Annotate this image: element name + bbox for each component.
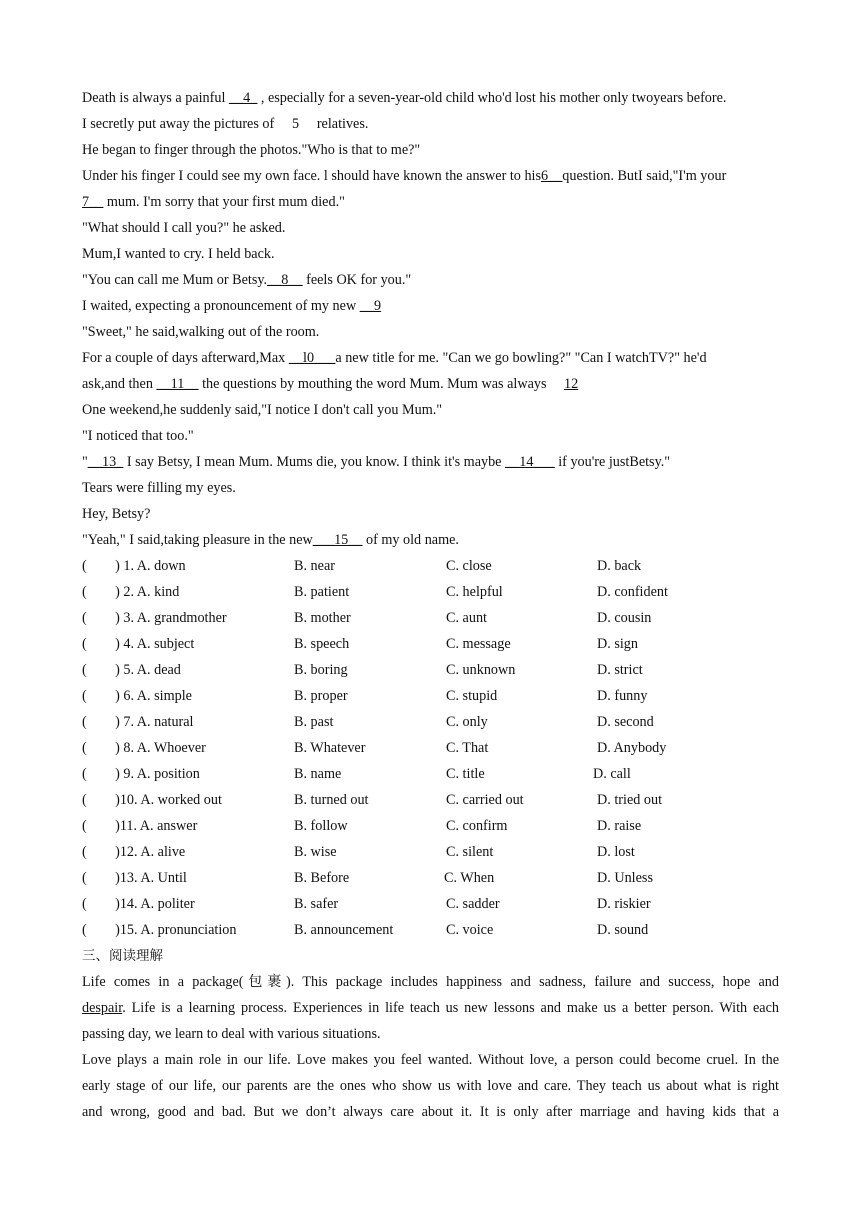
question-stem: ( )13. A. Until <box>82 870 187 886</box>
question-stem: ( )12. A. alive <box>82 844 186 860</box>
question-stem: ( ) 7. A. natural <box>82 714 194 730</box>
option-c: C. carried out <box>446 792 524 808</box>
text: " <box>82 454 88 470</box>
option-d: D. cousin <box>597 610 652 626</box>
question-stem: ( ) 4. A. subject <box>82 636 195 652</box>
blank-7: 7__ <box>82 194 104 210</box>
option-d: D. tried out <box>597 792 663 808</box>
paragraph-1-line-3: passing day, we learn to deal with various situations. <box>82 1026 381 1042</box>
text: I waited, expecting a pronouncement of my new <box>82 298 360 314</box>
text: mum. I'm sorry that your first mum died." <box>103 194 345 210</box>
question-row <box>82 553 779 579</box>
question-row <box>82 865 779 891</box>
story-line-4 <box>82 163 779 189</box>
question-stem: ( )10. A. worked out <box>82 792 222 808</box>
underlined-word: despair <box>82 1000 123 1016</box>
paragraph-2-line-1: Love plays a main role in our life. Love makes you feel wanted. Without love, a person could become cruel. In the <box>82 1052 779 1068</box>
question-row <box>82 605 779 631</box>
option-b: B. Before <box>294 870 350 886</box>
question-stem: ( ) 5. A. dead <box>82 662 181 678</box>
story-line-10: "Sweet," he said,walking out of the room. <box>82 324 320 340</box>
option-b: B. turned out <box>294 792 369 808</box>
question-row <box>82 787 779 813</box>
question-stem: ( )15. A. pronunciation <box>82 922 237 938</box>
text: feels OK for you." <box>302 272 412 288</box>
question-row <box>82 917 779 943</box>
question-list <box>82 553 779 943</box>
text: Death is always a painful <box>82 90 229 106</box>
option-b: B. boring <box>294 662 348 678</box>
text: of my old name. <box>362 532 459 548</box>
text: ask,and then <box>82 376 157 392</box>
option-d: D. funny <box>597 688 648 704</box>
story-line-6: "What should I call you?" he asked. <box>82 220 286 236</box>
option-d: D. back <box>597 558 642 574</box>
question-stem: ( ) 6. A. simple <box>82 688 192 704</box>
option-c: C. When <box>444 870 495 886</box>
question-stem: ( )14. A. politer <box>82 896 195 912</box>
option-d: D. second <box>597 714 654 730</box>
text: the questions by mouthing the word Mum. Mum was always <box>198 376 551 392</box>
text: "Yeah," I said,taking pleasure in the new <box>82 532 313 548</box>
text: relatives. <box>313 116 369 132</box>
question-row <box>82 839 779 865</box>
blank-4: __4_ <box>228 90 258 106</box>
blank-11: __11__ <box>156 376 199 392</box>
option-b: B. proper <box>294 688 348 704</box>
text: Under his finger I could see my own face. l should have known the answer to his <box>82 168 542 184</box>
question-stem: ( ) 2. A. kind <box>82 584 180 600</box>
option-c: C. aunt <box>446 610 487 626</box>
question-row <box>82 579 779 605</box>
option-c: C. title <box>446 766 485 782</box>
option-c: C. helpful <box>446 584 503 600</box>
option-c: C. voice <box>446 922 494 938</box>
blank-8: __8__ <box>267 272 303 288</box>
story-line-2 <box>82 111 779 137</box>
text: question. ButI said,"I'm your <box>562 168 727 184</box>
blank-14: __14___ <box>505 454 555 470</box>
story-line-12 <box>82 371 779 397</box>
story-line-13: One weekend,he suddenly said,"I notice I don't call you Mum." <box>82 402 443 418</box>
option-d: D. strict <box>597 662 643 678</box>
option-b: B. speech <box>294 636 350 652</box>
paragraph-1-line-1: Life comes in a package(包裹). This package includes happiness and sadness, failure and success, hope and <box>82 974 779 990</box>
question-row <box>82 709 779 735</box>
question-row <box>82 657 779 683</box>
option-d: D. lost <box>597 844 635 860</box>
text: if you're justBetsy." <box>554 454 671 470</box>
option-c: C. sadder <box>446 896 500 912</box>
question-stem: ( ) 8. A. Whoever <box>82 740 206 756</box>
story-line-3: He began to finger through the photos."Who is that to me?" <box>82 142 421 158</box>
question-row <box>82 735 779 761</box>
option-d: D. Unless <box>597 870 653 886</box>
question-stem: ( )11. A. answer <box>82 818 198 834</box>
option-b: B. safer <box>294 896 339 912</box>
option-b: B. announcement <box>294 922 394 938</box>
text: "You can call me Mum or Betsy. <box>82 272 268 288</box>
text: I secretly put away the pictures of <box>82 116 278 132</box>
story-line-5 <box>82 189 779 215</box>
story-line-15 <box>82 449 779 475</box>
paragraph-1-line-2 <box>82 995 779 1021</box>
story-line-7: Mum,I wanted to cry. I held back. <box>82 246 275 262</box>
option-b: B. patient <box>294 584 350 600</box>
blank-15: ___15__ <box>312 532 363 548</box>
option-c: C. close <box>446 558 492 574</box>
paragraph-2-line-3: and wrong, good and bad. But we don’t always care about it. It is only after marriage and having kids that a <box>82 1104 779 1120</box>
blank-13: __13_ <box>87 454 124 470</box>
option-b: B. name <box>294 766 342 782</box>
option-b: B. follow <box>294 818 348 834</box>
section-heading: 三、阅读理解 <box>82 948 163 964</box>
option-c: C. message <box>446 636 511 652</box>
story-line-16: Tears were filling my eyes. <box>82 480 236 496</box>
option-d: D. sound <box>597 922 649 938</box>
blank-9: __9 <box>359 298 382 314</box>
text: , especially for a seven-year-old child who'd lost his mother only twoyears before. <box>257 90 727 106</box>
question-stem: ( ) 9. A. position <box>82 766 200 782</box>
story-line-11 <box>82 345 779 371</box>
option-c: C. silent <box>446 844 494 860</box>
option-b: B. past <box>294 714 334 730</box>
text: I say Betsy, I mean Mum. Mums die, you know. I think it's maybe <box>123 454 506 470</box>
blank-12: 12 <box>564 376 579 392</box>
option-b: B. mother <box>294 610 351 626</box>
option-d: D. riskier <box>597 896 651 912</box>
option-d: D. Anybody <box>597 740 667 756</box>
question-stem: ( ) 1. A. down <box>82 558 186 574</box>
option-d: D. call <box>593 766 631 782</box>
option-d: D. raise <box>597 818 642 834</box>
text: . Life is a learning process. Experiences in life teach us new lessons and make us a better person. With each <box>122 1000 779 1016</box>
blank-10: __l0___ <box>288 350 336 366</box>
question-stem: ( ) 3. A. grandmother <box>82 610 227 626</box>
option-c: C. stupid <box>446 688 498 704</box>
blank-5: 5 <box>277 116 314 132</box>
story-line-9 <box>82 293 779 319</box>
option-c: C. confirm <box>446 818 508 834</box>
question-row <box>82 761 779 787</box>
document-page <box>82 85 779 1125</box>
text: a new title for me. "Can we go bowling?" "Can I watchTV?" he'd <box>335 350 707 366</box>
story-line-1 <box>82 85 779 111</box>
story-line-14: "I noticed that too." <box>82 428 194 444</box>
option-d: D. sign <box>597 636 638 652</box>
question-row <box>82 683 779 709</box>
option-b: B. wise <box>294 844 337 860</box>
question-row <box>82 631 779 657</box>
paragraph-2-line-2: early stage of our life, our parents are the ones who show us with love and care. They teach us about what is right <box>82 1078 779 1094</box>
option-b: B. Whatever <box>294 740 366 756</box>
question-row <box>82 813 779 839</box>
story-line-18 <box>82 527 779 553</box>
text: For a couple of days afterward,Max <box>82 350 289 366</box>
option-c: C. only <box>446 714 488 730</box>
option-c: C. That <box>446 740 489 756</box>
option-b: B. near <box>294 558 335 574</box>
story-line-8 <box>82 267 779 293</box>
option-d: D. confident <box>597 584 668 600</box>
option-c: C. unknown <box>446 662 516 678</box>
story-line-17: Hey, Betsy? <box>82 506 151 522</box>
question-row <box>82 891 779 917</box>
blank-6: 6__ <box>541 168 563 184</box>
